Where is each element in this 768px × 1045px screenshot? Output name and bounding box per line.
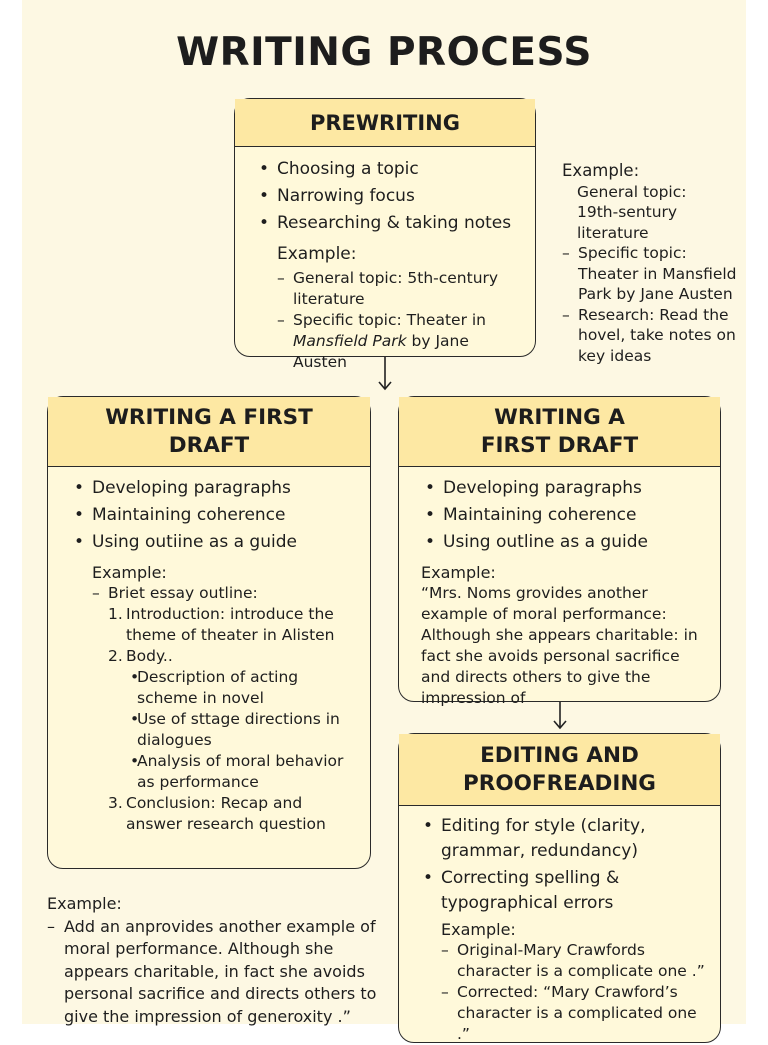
side-example-label: Example: [562, 161, 640, 180]
arrow-down-icon [551, 702, 569, 732]
outline-item-text: Introduction: introduce the theme of theater in Alisten [126, 605, 335, 644]
prewriting-bullet: • Choosing a topic [255, 156, 521, 183]
editing-heading [399, 734, 720, 806]
prewriting-bullet-list [255, 156, 521, 237]
side-example-specific: – Specific topic: Theater in Mansfield Park by Jane Austen [562, 243, 742, 305]
draft-right-bullet: • Using outline as a guide [421, 529, 706, 556]
bottom-example-text: – Add an anprovides another example of moral performance. Although she appears charitable, in fact she avoids personal sacrifice and directs others to give the impression of generoxity .” [47, 916, 387, 1029]
editing-heading-line1: EDITING AND [480, 742, 639, 768]
editing-box [398, 733, 721, 1043]
side-example-general-value: 19th-sentury literature [577, 203, 678, 242]
bottom-example [47, 893, 387, 1028]
draft-left-bullet-list [70, 475, 356, 556]
side-example-research: – Research: Read the hovel, take notes on key ideas [562, 305, 742, 367]
bottom-example-label: Example: [47, 894, 122, 913]
draft-right-bullet-list [421, 475, 706, 556]
editing-example-original: – Original-Mary Crawfords character is a complicate one .” [441, 940, 708, 982]
draft-right-bullet: • Maintaining coherence [421, 502, 706, 529]
draft-left-bullet: • Developing paragraphs [70, 475, 356, 502]
outline-body-point: • Use of sttage directions in dialogues [126, 709, 356, 751]
editing-heading-line2: PROOFREADING [463, 770, 656, 796]
outline-body-points [126, 667, 356, 793]
prewriting-example-specific [277, 310, 521, 373]
draft-right-heading [399, 397, 720, 467]
draft-right-bullet: • Developing paragraphs [421, 475, 706, 502]
prewriting-bullet: • Narrowing focus [255, 183, 521, 210]
outline-body-point: • Description of acting scheme in novel [126, 667, 356, 709]
prewriting-heading [235, 99, 535, 147]
prewriting-heading-text: PREWRITING [309, 110, 460, 135]
prewriting-example-general: – General topic: 5th-century literature [277, 268, 521, 310]
draft-left-heading-line2: DRAFT [168, 432, 250, 458]
prewriting-bullet: • Researching & taking notes [255, 210, 521, 237]
outline-item-text: Conclusion: Recap and answer research question [126, 794, 326, 833]
editing-example-label: Example: [441, 920, 516, 939]
page-title: WRITING PROCESS [176, 30, 592, 75]
outline-item-number: 1. [108, 605, 123, 623]
outline-body-point: • Analysis of moral behavior as performance [126, 751, 356, 793]
outline-item [108, 793, 356, 835]
outline-item-number: 3. [108, 794, 123, 812]
prewriting-example-label: Example: [277, 244, 357, 264]
editing-bullet: • Editing for style (clarity, grammar, redundancy) [419, 814, 708, 864]
specific-suffix: by Jane Austen [293, 332, 469, 371]
draft-right-box [398, 396, 721, 707]
draft-right-heading-line1: WRITING A [494, 404, 625, 430]
draft-left-outline-label: – Briet essay outline: [92, 583, 356, 604]
prewriting-box [234, 98, 536, 371]
draft-left-box [47, 396, 371, 869]
draft-left-example-label: Example: [92, 563, 167, 582]
outline-item-text: Body.. [126, 647, 173, 665]
outline-item [108, 604, 356, 646]
arrow-down-icon [376, 357, 394, 393]
editing-bullet-list [419, 814, 708, 916]
outline-item-number: 2. [108, 647, 123, 665]
editing-bullet: • Correcting spelling & typographical errors [419, 866, 708, 916]
editing-example-corrected: – Corrected: “Mary Crawford’s character is a complicated one .” [441, 982, 708, 1045]
draft-left-heading-line1: WRITING A FIRST [105, 404, 313, 430]
specific-title-italic: Mansfield Park [293, 332, 407, 350]
specific-prefix: Specific topic: Theater in [293, 311, 487, 329]
draft-right-example-label: Example: [421, 563, 496, 582]
draft-right-heading-line2: FIRST DRAFT [480, 432, 639, 458]
side-example [562, 161, 742, 366]
draft-left-bullet: • Using outiine as a guide [70, 529, 356, 556]
outline-item [108, 646, 356, 667]
draft-left-heading [48, 397, 370, 467]
side-example-general-label: General topic: [577, 182, 687, 201]
draft-left-bullet: • Maintaining coherence [70, 502, 356, 529]
draft-right-example-quote: “Mrs. Noms grovides another example of moral performance: Although she appears charitable: in fact she avoids personal sacrifice and directs others to give the impression of [421, 584, 698, 707]
